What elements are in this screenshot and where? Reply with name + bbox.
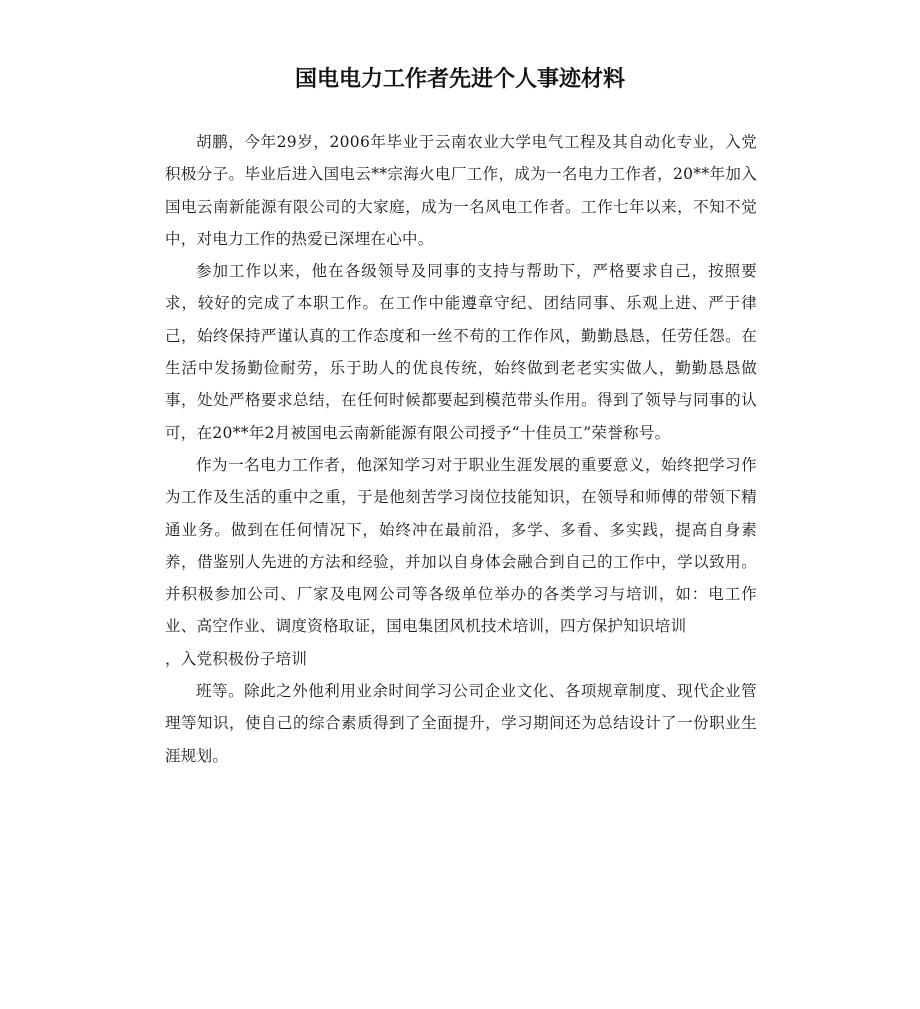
paragraph-learning-continued: ，入党积极份子培训 xyxy=(165,649,308,668)
paragraph-learning: 作为一名电力工作者，他深知学习对于职业生涯发展的重要意义，始终把学习作为工作及生活的重中之重，于是他刻苦学习岗位技能知识，在领导和师傅的带领下精通业务。做到在任何情况下，始终冲在最前沿，多学、多看、多实践，提高自身素养，借鉴别人先进的方法和经验，并加以自身体会融合到自己的工作中，学以致用。并积极参加公司、厂家及电网公司等各级单位举办的各类学习与培训，如：电工作业、高空作业、调度资格取证，国电集团风机技术培训，四方保护知识培训 xyxy=(165,455,757,636)
paragraph-work-performance: 参加工作以来，他在各级领导及同事的支持与帮助下，严格要求自己，按照要求，较好的完成了本职工作。在工作中能遵章守纪、团结同事、乐观上进、严于律己，始终保持严谨认真的工作态度和一丝不苟的工作作风，勤勤恳恳，任劳任怨。在生活中发扬勤俭耐劳，乐于助人的优良传统，始终做到老老实实做人，勤勤恳恳做事，处处严格要求总结，在任何时候都要起到模范带头作用。得到了领导与同事的认可，在20**年2月被国电云南新能源有限公司授予“十佳员工”荣誉称号。 xyxy=(165,262,757,442)
document-title: 国电电力工作者先进个人事迹材料 xyxy=(294,67,625,92)
document-body xyxy=(165,126,757,772)
paragraph-self-improvement: 班等。除此之外他利用业余时间学习公司企业文化、各项规章制度、现代企业管理等知识，使自己的综合素质得到了全面提升，学习期间还为总结设计了一份职业生涯规划。 xyxy=(165,682,757,765)
paragraph-introduction: 胡鹏，今年29岁，2006年毕业于云南农业大学电气工程及其自动化专业，入党积极分子。毕业后进入国电云**宗海火电厂工作，成为一名电力工作者，20**年加入国电云南新能源有限公司的大家庭，成为一名风电工作者。工作七年以来，不知不觉中，对电力工作的热爱已深埋在心中。 xyxy=(165,133,757,248)
